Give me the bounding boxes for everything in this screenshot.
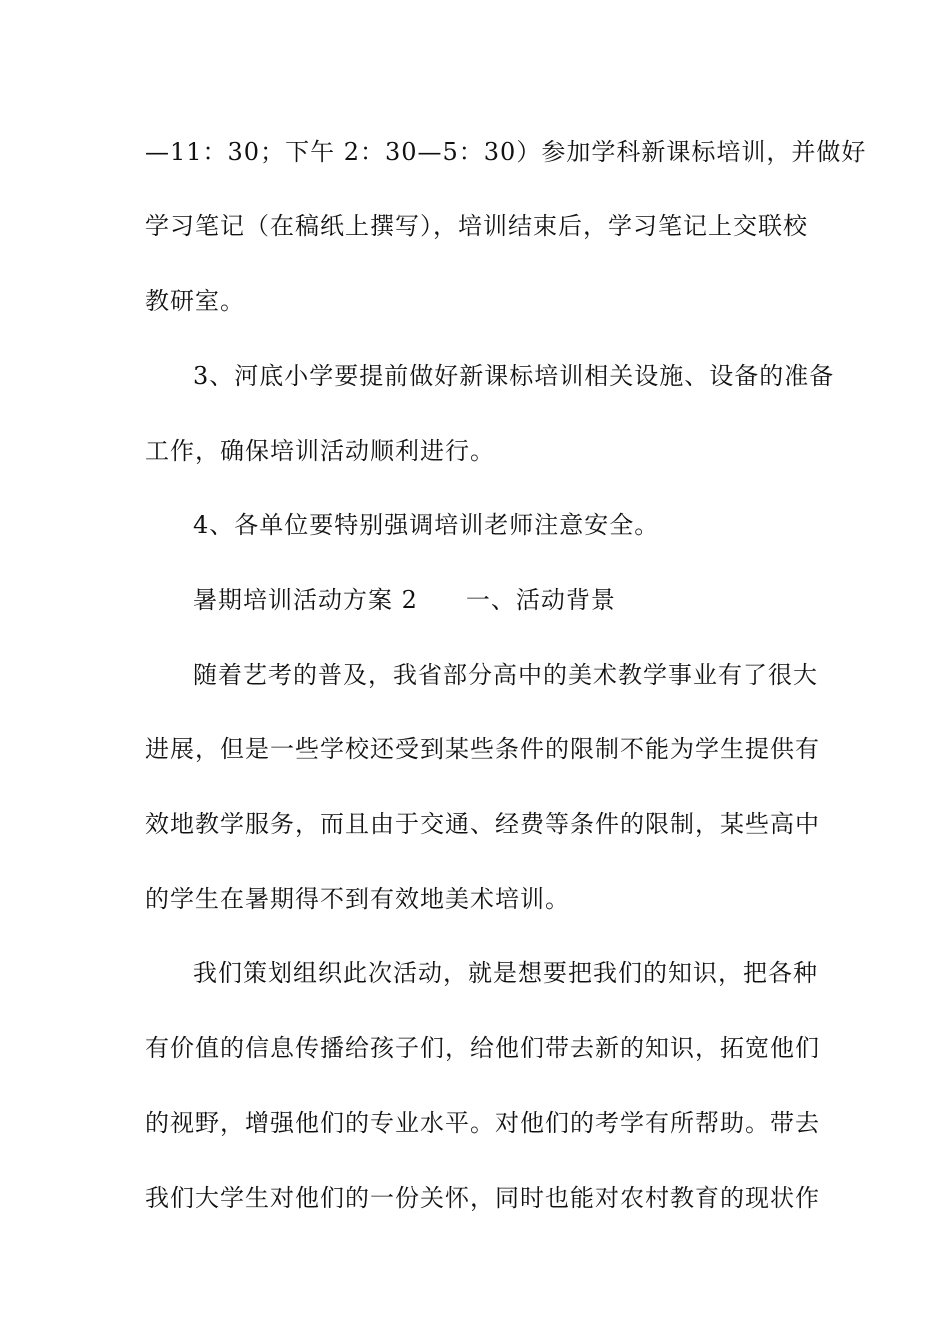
section-heading-line	[193, 585, 616, 615]
text-line: 教研室。	[145, 287, 245, 315]
text-line: 工作，确保培训活动顺利进行。	[145, 437, 495, 465]
text-line: 的学生在暑期得不到有效地美术培训。	[145, 885, 570, 913]
text-line: 随着艺考的普及，我省部分高中的美术教学事业有了很大	[193, 661, 818, 689]
section-title: 暑期培训活动方案 2	[193, 586, 418, 614]
text-line: 学习笔记（在稿纸上撰写），培训结束后，学习笔记上交联校	[145, 212, 808, 240]
text-line: 我们大学生对他们的一份关怀，同时也能对农村教育的现状作	[145, 1184, 820, 1212]
text-line: 我们策划组织此次活动，就是想要把我们的知识，把各种	[193, 959, 818, 987]
text-line: 4、各单位要特别强调培训老师注意安全。	[193, 511, 660, 539]
text-line: 的视野，增强他们的专业水平。对他们的考学有所帮助。带去	[145, 1109, 820, 1137]
text-line: —11：30；下午 2：30—5：30）参加学科新课标培训，并做好	[145, 138, 867, 166]
text-line: 3、河底小学要提前做好新课标培训相关设施、设备的准备	[193, 362, 835, 390]
subsection-title: 一、活动背景	[465, 586, 616, 614]
text-line: 进展，但是一些学校还受到某些条件的限制不能为学生提供有	[145, 735, 820, 763]
text-line: 效地教学服务，而且由于交通、经费等条件的限制，某些高中	[145, 810, 820, 838]
text-line: 有价值的信息传播给孩子们，给他们带去新的知识，拓宽他们	[145, 1034, 820, 1062]
